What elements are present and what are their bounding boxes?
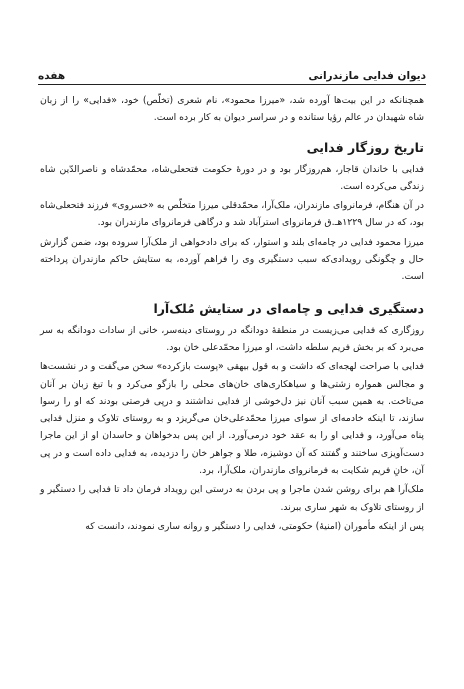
paragraph: میرزا محمود فدایی در چامه‌ای بلند و استوار، که برای دادخواهی از ملک‌آرا سروده بود، ضمن گزارش حال و چگونگی رویدادی‌که سبب دستگیری وی را فراهم آورده، به ستایش حاکم مازندران پرداخته است. xyxy=(40,236,424,283)
paragraph: در آن هنگام، فرمانروای مازندران، ملک‌آرا، محمّدقلی میرزا متخلّص به «خسروی» فرزند فتحعلی‌شاه بود، که در سال ۱۲۲۹هـ.ق فرمانروای استرآباد شد و درگاهی فرمانروای مازندران بود. xyxy=(40,200,424,229)
section-heading-arrest: دستگیری فدایی و چامه‌ای در ستایش مُلک‌آرا xyxy=(153,300,424,316)
page-number: هفده xyxy=(38,70,66,82)
paragraph: پس از اینکه مأموران (امنیهٔ) حکومتی، فدایی را دستگیر و روانه ساری نمودند، دانست که xyxy=(85,520,424,532)
paragraph: فدایی با صراحت لهجه‌ای که داشت و به قول بیهقی «پوست بازکرده» سخن می‌گفت و در نشست‌ها و مجالس همواره زشتی‌ها و سیاهکاری‌های خان‌های محلی را بازگو می‌کرد و با تیغ زبان بر آنان می‌تاخت. به همین سبب آنان نیز دل‌خوشی از فدایی نداشتند و درپی فرصتی بودند که او را رسوا سازند، تا اینکه خادمه‌ای از سوای میرزا محمّدعلی‌خان می‌گریزد و به روستای تلاوک و منزل فدایی پناه می‌آورد، و فدایی او را به عقد خود درمی‌آورد. از این پس بدخواهان و حاسدان او از این ماجرا دست‌آویزی ساختند و گفتند که آن دوشیزه، طلا و جواهر خان را دزدیده، به فدایی داده است و در پی آن، خانِ فریم شکایت به فرمانروای مازندران، ملک‌آرا، برد. xyxy=(40,361,424,477)
section-heading-history: تاریخ روزگار فدایی xyxy=(306,139,424,155)
page-header xyxy=(38,62,426,85)
book-title: دیوان فدایی مازندرانی xyxy=(308,70,426,82)
intro-paragraph: همچنانکه در این بیت‌ها آورده شد، «میرزا محمود»، نام شعری (تخلّص) خود، «فدایی» را از زبان شاه شهیدان در عالم رؤیا ستانده و در سراسر دیوان به کار برده است. xyxy=(40,95,424,124)
paragraph: روزگاری که فدایی می‌زیست در منطقهٔ دودانگه در روستای دینه‌سر، خانی از سادات دودانگه به سر می‌برد که بر بخش فریم سلطه داشت، او میرزا محمّدعلی خان بود. xyxy=(40,324,424,353)
paragraph: فدایی با خاندان قاجار، هم‌روزگار بود و در دورهٔ حکومت فتحعلی‌شاه، محمّدشاه و ناصرالدّین شاه زندگی می‌کرده است. xyxy=(40,163,424,192)
page-content xyxy=(40,92,424,537)
paragraph: ملک‌آرا هم برای روشن شدن ماجرا و پی بردن به درستی این رویداد فرمان داد تا فدایی را دستگیر و از روستای تلاوک به شهر ساری ببرند. xyxy=(40,484,424,513)
